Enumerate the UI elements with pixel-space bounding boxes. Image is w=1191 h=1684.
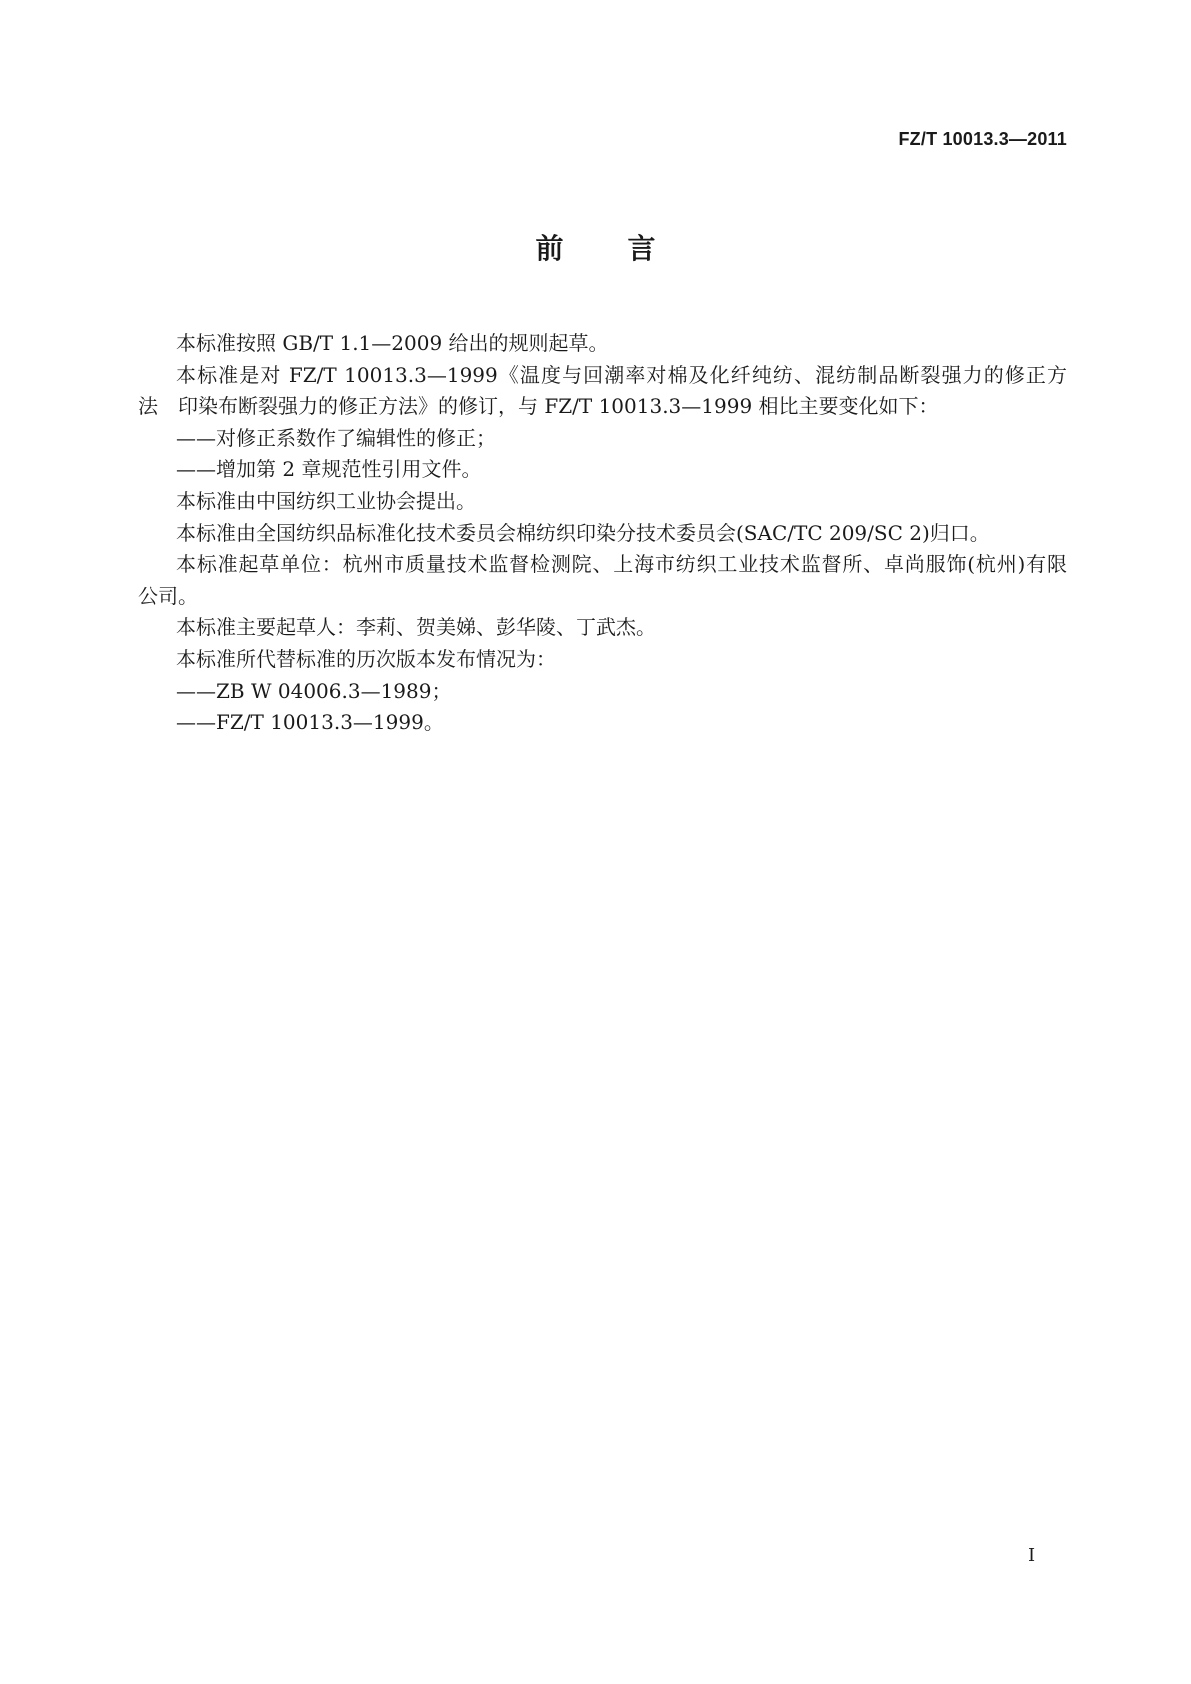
foreword-list-item: ——对修正系数作了编辑性的修正； [176,425,496,450]
foreword-line: 本标准主要起草人：李莉、贺美娣、彭华陵、丁武杰。 [176,615,656,640]
foreword-line: 本标准按照 GB/T 1.1—2009 给出的规则起草。 [176,331,609,355]
foreword-line: 法 印染布断裂强力的修正方法》的修订，与 FZ/T 10013.3—1999 相比主要变化如下： [138,394,939,419]
foreword-list-item: ——增加第 2 章规范性引用文件。 [176,457,482,482]
page-title: 前 言 [535,232,674,265]
foreword-body [138,328,1067,739]
page-number: I [1028,1545,1036,1566]
standard-code: FZ/T 10013.3—2011 [898,129,1067,149]
foreword-list-item: ——FZ/T 10013.3—1999。 [176,710,444,735]
foreword-line: 本标准起草单位：杭州市质量技术监督检测院、上海市纺织工业技术监督所、卓尚服饰(杭州)有限 [176,552,1067,577]
foreword-line: 本标准是对 FZ/T 10013.3—1999《温度与回潮率对棉及化纤纯纺、混纺制品断裂强力的修正方 [176,362,1067,387]
foreword-list-item: ——ZB W 04006.3—1989； [176,678,452,703]
foreword-line: 本标准由全国纺织品标准化技术委员会棉纺织印染分技术委员会(SAC/TC 209/SC 2)归口。 [176,520,990,545]
foreword-line: 本标准所代替标准的历次版本发布情况为： [176,646,556,671]
foreword-line: 公司。 [138,583,198,608]
foreword-line: 本标准由中国纺织工业协会提出。 [176,488,476,513]
